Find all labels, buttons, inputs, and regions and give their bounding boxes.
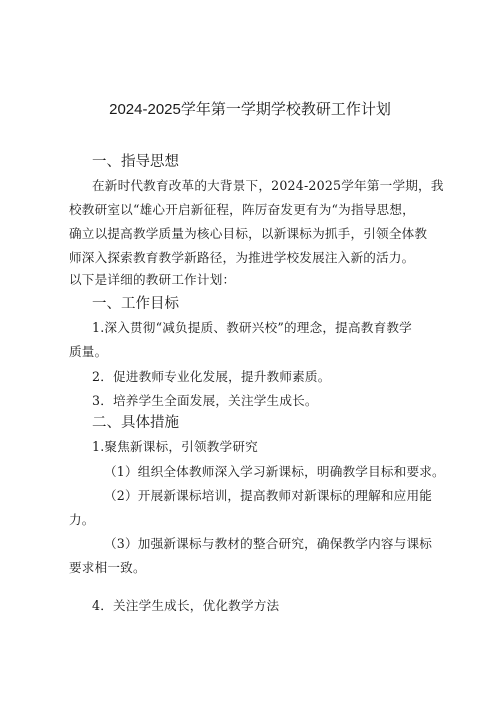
section-heading-measures: 二、具体措施 xyxy=(92,415,179,431)
document-title: 2024-2025学年第一学期学校教研工作计划 xyxy=(109,101,391,118)
measure-sub-item-3-line: 要求相一致。 xyxy=(69,560,146,575)
measure-item-1: 1.聚焦新课标，引领教学研究 xyxy=(92,439,258,454)
guiding-paragraph-line: 以下是详细的教研工作计划： xyxy=(69,272,236,287)
measure-sub-item-2-line: （2）开展新课标培训，提高教师对新课标的理解和应用能 xyxy=(104,488,433,503)
goal-item-1-line: 1.深入贯彻“减负提质、教研兴校”的理念，提高教育教学 xyxy=(92,320,412,335)
guiding-paragraph-line: 师深入探索教育教学新路径，为推进学校发展注入新的活力。 xyxy=(69,250,415,265)
goal-item-2: 2．促进教师专业化发展，提升教师素质。 xyxy=(92,369,331,384)
goal-item-1-line: 质量。 xyxy=(69,344,108,359)
guiding-paragraph-line: 在新时代教育改革的大背景下，2024-2025学年第一学期，我 xyxy=(92,178,444,193)
section-heading-goals: 一、工作目标 xyxy=(92,296,179,312)
measure-sub-item-1: （1）组织全体教师深入学习新课标，明确教学目标和要求。 xyxy=(104,464,445,479)
measure-sub-item-3-line: （3）加强新课标与教材的整合研究，确保教学内容与课标 xyxy=(104,536,433,551)
guiding-paragraph-line: 确立以提高教学质量为核心目标，以新课标为抓手，引领全体教 xyxy=(69,226,428,241)
guiding-paragraph-line: 校教研室以“雄心开启新征程，阵厉奋发更有为“为指导思想， xyxy=(69,202,415,217)
section-heading-guiding: 一、指导思想 xyxy=(92,154,179,170)
measure-sub-item-2-line: 力。 xyxy=(69,512,95,527)
goal-item-3: 3．培养学生全面发展，关注学生成长。 xyxy=(92,393,318,408)
measure-item-4: 4．关注学生成长，优化教学方法 xyxy=(92,598,280,613)
